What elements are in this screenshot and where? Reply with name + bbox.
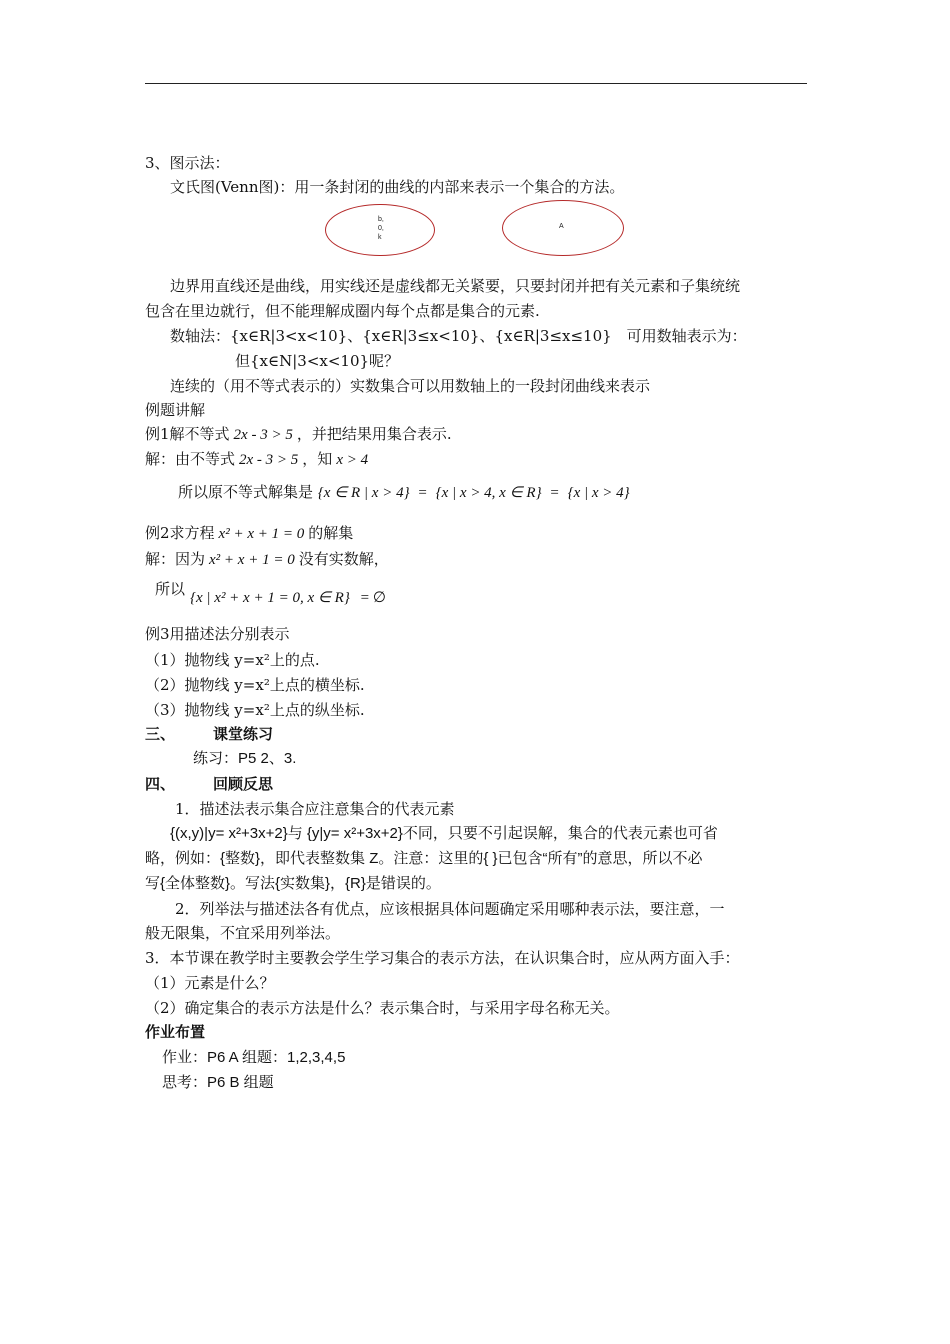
- review-point3-item1: （1）元素是什么？: [145, 974, 275, 992]
- boundary-note-line1: 边界用直线还是曲线，用实线还是虚线都无关紧要，只要封闭并把有关元素和子集统统: [170, 277, 741, 295]
- example3-item3: （3）抛物线 y=x²上点的纵坐标.: [145, 701, 365, 719]
- solution1: [145, 449, 368, 470]
- solution1-set: [178, 482, 630, 503]
- number-line-question: 但{x∈N|3<x<10}呢？: [235, 352, 400, 370]
- example3: 例3用描述法分别表示: [145, 625, 290, 643]
- solution2-text: 没有实数解，: [298, 550, 389, 568]
- homework-think: 思考：P6 B 组题: [162, 1074, 274, 1091]
- header-rule: [145, 83, 807, 84]
- venn-definition: 文氏图(Venn图)：用一条封闭的曲线的内部来表示一个集合的方法。: [170, 178, 625, 196]
- example1: [145, 424, 452, 445]
- solution2-label-2: 所以: [155, 580, 186, 598]
- venn-ellipse-2-label: A: [559, 223, 564, 230]
- practice-title: 课堂练习: [213, 725, 274, 743]
- practice-number: 三、: [145, 725, 176, 743]
- example2-label: 例2求方程: [145, 524, 215, 542]
- practice-heading: [145, 724, 273, 744]
- examples-title: 例题讲解: [145, 401, 206, 419]
- boundary-note-line2: 包含在里边就行，但不能理解成圈内每个点都是集合的元素.: [145, 302, 540, 320]
- practice-text: 练习：P5 2、3.: [193, 750, 297, 767]
- continuous-set-note: 连续的（用不等式表示的）实数集合可以用数轴上的一段封闭曲线来表示: [170, 377, 651, 395]
- number-line-method: 数轴法：{x∈R|3<x<10}、{x∈R|3≤x<10}、{x∈R|3≤x≤10} 可用数轴表示为：: [170, 327, 747, 345]
- example1-inequality: 2x - 3 > 5: [233, 427, 293, 443]
- review-point1-line3: 写{全体整数}。写法{实数集}，{R}是错误的。: [145, 875, 441, 892]
- review-point2-line1: 2．列举法与描述法各有优点，应该根据具体问题确定采用哪种表示法，要注意，一: [175, 900, 725, 918]
- venn-ellipse-1-elements: b, 0, k: [378, 216, 384, 241]
- homework-assignment: 作业：P6 A 组题：1,2,3,4,5: [162, 1049, 346, 1066]
- review-heading: [145, 774, 273, 794]
- review-point1: 1．描述法表示集合应注意集合的代表元素: [175, 800, 455, 818]
- example3-item1: （1）抛物线 y=x²上的点.: [145, 651, 320, 669]
- example3-item2: （2）抛物线 y=x²上点的横坐标.: [145, 676, 365, 694]
- example2-equation: x² + x + 1 = 0: [218, 526, 305, 542]
- equals-sign-2: =: [550, 485, 559, 501]
- example1-label: 例1解不等式: [145, 425, 230, 443]
- solution1-label: 解：由不等式: [145, 450, 236, 468]
- solution2: [145, 549, 389, 570]
- solution2-set: [190, 587, 386, 608]
- solution1-set-form1: {x ∈ R | x > 4}: [317, 485, 410, 501]
- homework-title: 作业布置: [145, 1024, 206, 1041]
- review-point1-line1: {(x,y)|y= x²+3x+2}与 {y|y= x²+3x+2}不同，只要不引起误解，集合的代表元素也可省: [170, 825, 718, 842]
- solution1-set-form3: {x | x > 4}: [567, 485, 630, 501]
- solution2-set-expression: {x | x² + x + 1 = 0, x ∈ R}: [190, 590, 350, 606]
- example2: [145, 523, 353, 544]
- equals-sign-1: =: [418, 485, 427, 501]
- review-point1-line2: 略，例如：{整数}，即代表整数集 Z。注意：这里的{ }已包含“所有”的意思，所以不必: [145, 850, 703, 867]
- review-number: 四、: [145, 775, 176, 793]
- example2-text: 的解集: [308, 524, 354, 542]
- solution1-inequality: 2x - 3 > 5: [239, 452, 299, 468]
- review-title: 回顾反思: [213, 775, 274, 793]
- solution1-result: x > 4: [336, 452, 369, 468]
- review-point3: 3．本节课在教学时主要教会学生学习集合的表示方法，在认识集合时，应从两方面入手：: [145, 949, 740, 967]
- review-point3-item2: （2）确定集合的表示方法是什么？表示集合时，与采用字母名称无关。: [145, 999, 620, 1017]
- empty-set-result: = ∅: [360, 590, 386, 606]
- review-point2-line2: 般无限集，不宜采用列举法。: [145, 924, 341, 942]
- solution2-label: 解：因为: [145, 550, 206, 568]
- solution1-set-form2: {x | x > 4, x ∈ R}: [435, 485, 542, 501]
- example1-text: ，并把结果用集合表示.: [296, 425, 452, 443]
- section3-heading: 3、图示法：: [145, 154, 230, 172]
- solution1-text: ，知: [302, 450, 333, 468]
- solution1-set-label: 所以原不等式解集是: [178, 483, 314, 501]
- solution2-equation: x² + x + 1 = 0: [209, 552, 295, 568]
